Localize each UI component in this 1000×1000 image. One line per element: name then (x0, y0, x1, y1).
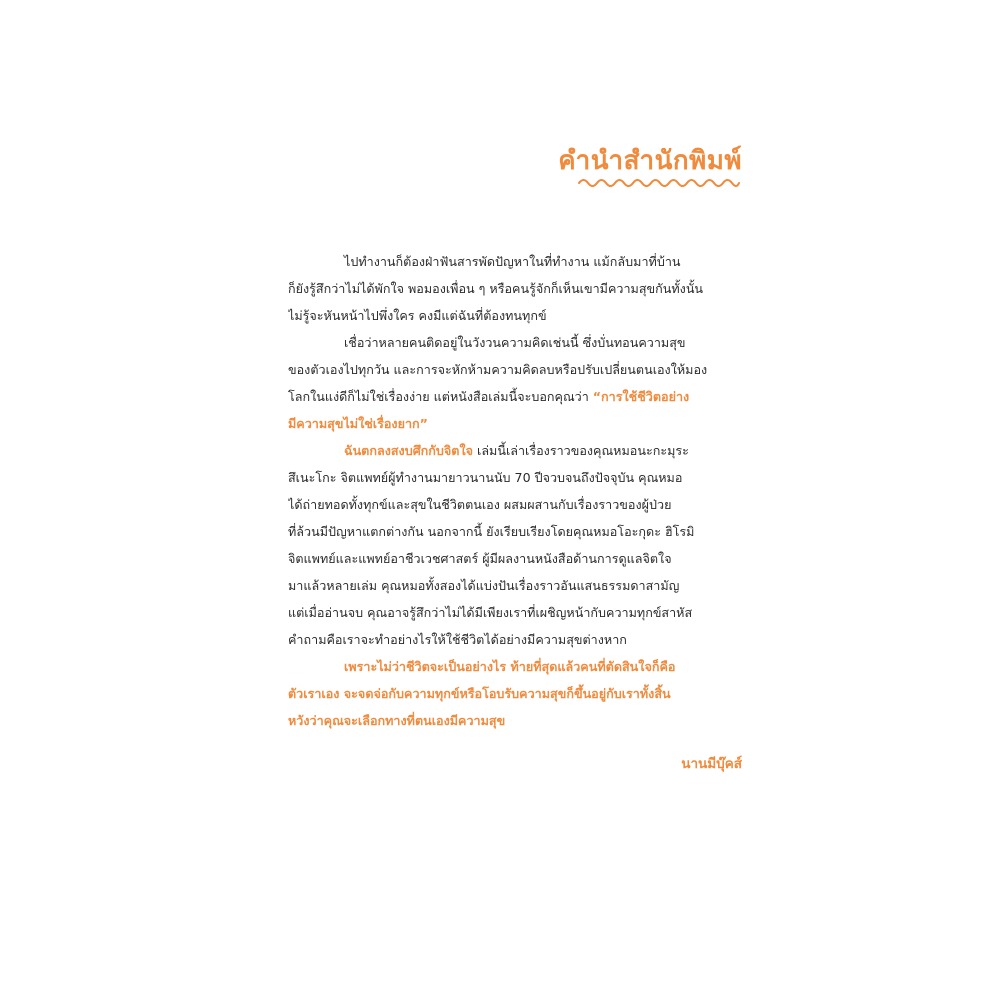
body-text: ที่ล้วนมีปัญหาแตกต่างกัน นอกจากนี้ ยังเรียบเรียงโดยคุณหมอโอะกุดะ ฮิโรมิ (288, 524, 695, 539)
paragraph-line (288, 464, 743, 491)
wavy-underline-decoration (578, 176, 740, 190)
body-text: สึเนะโกะ จิตแพทย์ผู้ทำงานมายาวนานนับ 70 ปีจวบจนถึงปัจจุบัน คุณหมอ (288, 470, 683, 485)
paragraph-line (288, 626, 743, 653)
paragraph-line (288, 356, 743, 383)
paragraph-line (288, 383, 743, 410)
body-text: ก็ยังรู้สึกว่าไม่ได้พักใจ พอมองเพื่อน ๆ หรือคนรู้จักก็เห็นเขามีความสุขกันทั้งนั้น (288, 281, 704, 296)
paragraph-line (288, 329, 743, 356)
body-text: คำถามคือเราจะทำอย่างไรให้ใช้ชีวิตได้อย่างมีความสุขต่างหาก (288, 632, 627, 647)
highlighted-text: มีความสุขไม่ใช่เรื่องยาก” (288, 416, 428, 431)
page-title: คำนำสำนักพิมพ์ (558, 146, 742, 176)
paragraph-line (288, 518, 743, 545)
body-text: เชื่อว่าหลายคนติดอยู่ในวังวนความคิดเช่นนี้ ซึ่งบั่นทอนความสุข (344, 335, 686, 350)
highlighted-text: หวังว่าคุณจะเลือกทางที่ตนเองมีความสุข (288, 713, 506, 728)
paragraph-line (288, 248, 743, 275)
highlighted-text: เพราะไม่ว่าชีวิตจะเป็นอย่างไร ท้ายที่สุดแล้วคนที่ตัดสินใจก็คือ (344, 659, 676, 674)
publisher-signature: นานมีบุ๊คส์ (681, 756, 742, 772)
paragraph-line (288, 437, 743, 464)
wavy-underline-path (579, 180, 739, 186)
paragraph-line (288, 545, 743, 572)
paragraph-line (288, 599, 743, 626)
body-text: เล่มนี้เล่าเรื่องราวของคุณหมอนะกะมุระ (473, 443, 689, 458)
preface-body (288, 248, 743, 734)
body-text: ของตัวเองไปทุกวัน และการจะหักห้ามความคิดลบหรือปรับเปลี่ยนตนเองให้มอง (288, 362, 708, 377)
body-text: ได้ถ่ายทอดทั้งทุกข์และสุขในชีวิตตนเอง ผสมผสานกับเรื่องราวของผู้ป่วย (288, 497, 672, 512)
paragraph-line (288, 302, 743, 329)
body-text: มาแล้วหลายเล่ม คุณหมอทั้งสองได้แบ่งปันเรื่องราวอันแสนธรรมดาสามัญ (288, 578, 680, 593)
highlighted-text: ตัวเราเอง จะจดจ่อกับความทุกข์หรือโอบรับความสุขก็ขึ้นอยู่กับเราทั้งสิ้น (288, 686, 671, 701)
highlighted-text: “การใช้ชีวิตอย่าง (592, 389, 690, 404)
body-text: จิตแพทย์และแพทย์อาชีวเวชศาสตร์ ผู้มีผลงานหนังสือด้านการดูแลจิตใจ (288, 551, 672, 566)
highlighted-text: ฉันตกลงสงบศึกกับจิตใจ (344, 443, 474, 458)
paragraph-line (288, 491, 743, 518)
paragraph-line (288, 572, 743, 599)
body-text: ไปทำงานก็ต้องฝ่าฟันสารพัดปัญหาในที่ทำงาน แม้กลับมาที่บ้าน (344, 254, 681, 269)
body-text: โลกในแง่ดีก็ไม่ใช่เรื่องง่าย แต่หนังสือเล่มนี้จะบอกคุณว่า (288, 389, 593, 404)
body-text: แต่เมื่ออ่านจบ คุณอาจรู้สึกว่าไม่ได้มีเพียงเราที่เผชิญหน้ากับความทุกข์สาหัส (288, 605, 693, 620)
paragraph-line (288, 275, 743, 302)
body-text: ไม่รู้จะหันหน้าไปพึ่งใคร คงมีแต่ฉันที่ต้องทนทุกข์ (288, 308, 547, 323)
paragraph-line (288, 680, 743, 707)
paragraph-line (288, 707, 743, 734)
paragraph-line (288, 410, 743, 437)
paragraph-line (288, 653, 743, 680)
